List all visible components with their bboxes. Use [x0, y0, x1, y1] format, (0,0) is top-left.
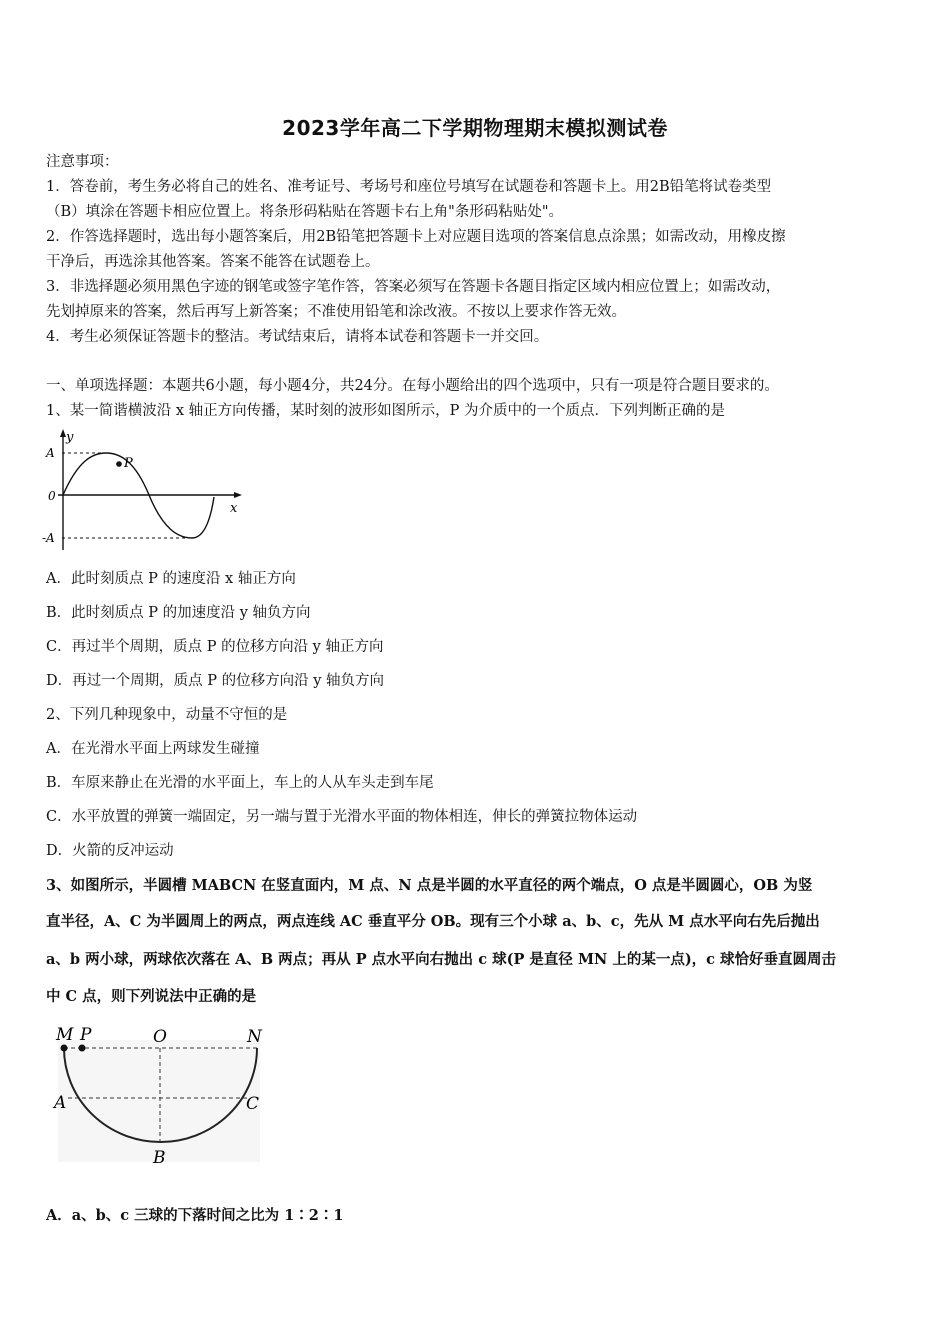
q3-stem-line-3: a、b 两小球，两球依次落在 A、B 两点；再从 P 点水平向右抛出 c 球(P 是直径 MN 上的某一点)，c 球恰好垂直圆周击 [46, 951, 837, 968]
q2-stem: 2、下列几种现象中，动量不守恒的是 [46, 707, 288, 723]
q3-stem-line-2: 直半径，A、C 为半圆周上的两点，两点连线 AC 垂直平分 OB。现有三个小球 a、b、c，先从 M 点水平向右先后抛出 [46, 913, 820, 930]
section-heading: 一、单项选择题：本题共6小题，每小题4分，共24分。在每小题给出的四个选项中，只有一项是符合题目要求的。 [46, 378, 779, 394]
label-a: A [54, 1093, 67, 1113]
notice-line-7: 4．考生必须保证答题卡的整洁。考试结束后，请将本试卷和答题卡一并交回。 [46, 329, 549, 345]
q2-option-a: A．在光滑水平面上两球发生碰撞 [46, 741, 260, 757]
q1-wave-figure [40, 425, 250, 555]
ball-at-m [61, 1045, 68, 1052]
figure-background [58, 1040, 260, 1162]
notice-heading: 注意事项： [46, 154, 119, 170]
notice-line-6: 先划掉原来的答案，然后再写上新答案；不准使用铅笔和涂改液。不按以上要求作答无效。 [46, 304, 626, 320]
q3-option-a: A．a、b、c 三球的下落时间之比为 1∶2∶1 [46, 1207, 344, 1224]
point-p-label: P [124, 456, 133, 471]
notice-line-5: 3．非选择题必须用黑色字迹的钢笔或签字笔作答，答案必须写在答题卡各题目指定区域内相应位置上；如需改动， [46, 279, 781, 295]
label-b: B [153, 1148, 166, 1168]
label-c: C [246, 1094, 260, 1114]
q2-option-b: B．车原来静止在光滑的水平面上，车上的人从车头走到车尾 [46, 775, 434, 791]
q1-option-d: D．再过一个周期，质点 P 的位移方向沿 y 轴负方向 [46, 673, 385, 689]
notice-line-4: 干净后，再选涂其他答案。答案不能答在试题卷上。 [46, 254, 380, 270]
q3-semicircle-figure [50, 1020, 270, 1170]
q2-option-d: D．火箭的反冲运动 [46, 843, 174, 859]
q1-stem: 1、某一简谐横波沿 x 轴正方向传播，某时刻的波形如图所示，P 为介质中的一个质点．下列判断正确的是 [46, 403, 725, 419]
q3-stem-line-4: 中 C 点，则下列说法中正确的是 [46, 988, 257, 1005]
notice-line-1: 1．答卷前，考生务必将自己的姓名、准考证号、考场号和座位号填写在试题卷和答题卡上。用2B铅笔将试卷类型 [46, 179, 772, 195]
label-n: N [247, 1027, 262, 1047]
page-title: 2023学年高二下学期物理期末模拟测试卷 [282, 116, 668, 140]
q2-option-c: C．水平放置的弹簧一端固定，另一端与置于光滑水平面的物体相连，伸长的弹簧拉物体运动 [46, 809, 638, 825]
point-p [116, 461, 122, 467]
amplitude-label: A [46, 446, 55, 460]
neg-amplitude-label: -A [42, 531, 55, 545]
q1-option-b: B．此时刻质点 P 的加速度沿 y 轴负方向 [46, 605, 311, 621]
x-axis-label: x [230, 501, 238, 516]
q1-option-c: C．再过半个周期，质点 P 的位移方向沿 y 轴正方向 [46, 639, 384, 655]
zero-label: 0 [48, 489, 56, 503]
ball-at-p [79, 1045, 86, 1052]
label-o: O [153, 1027, 167, 1047]
y-axis-label: y [66, 430, 74, 445]
label-p: P [80, 1025, 92, 1045]
x-axis-arrow-icon [234, 492, 242, 498]
notice-line-2: （B）填涂在答题卡相应位置上。将条形码粘贴在答题卡右上角"条形码粘贴处"。 [46, 204, 563, 220]
notice-line-3: 2．作答选择题时，选出每小题答案后，用2B铅笔把答题卡上对应题目选项的答案信息点涂黑；如需改动，用橡皮擦 [46, 229, 786, 245]
q3-stem-line-1: 3、如图所示，半圆槽 MABCN 在竖直面内，M 点、N 点是半圆的水平直径的两个端点，O 点是半圆圆心，OB 为竖 [46, 877, 813, 894]
q1-option-a: A．此时刻质点 P 的速度沿 x 轴正方向 [46, 571, 296, 587]
label-m: M [56, 1025, 74, 1045]
